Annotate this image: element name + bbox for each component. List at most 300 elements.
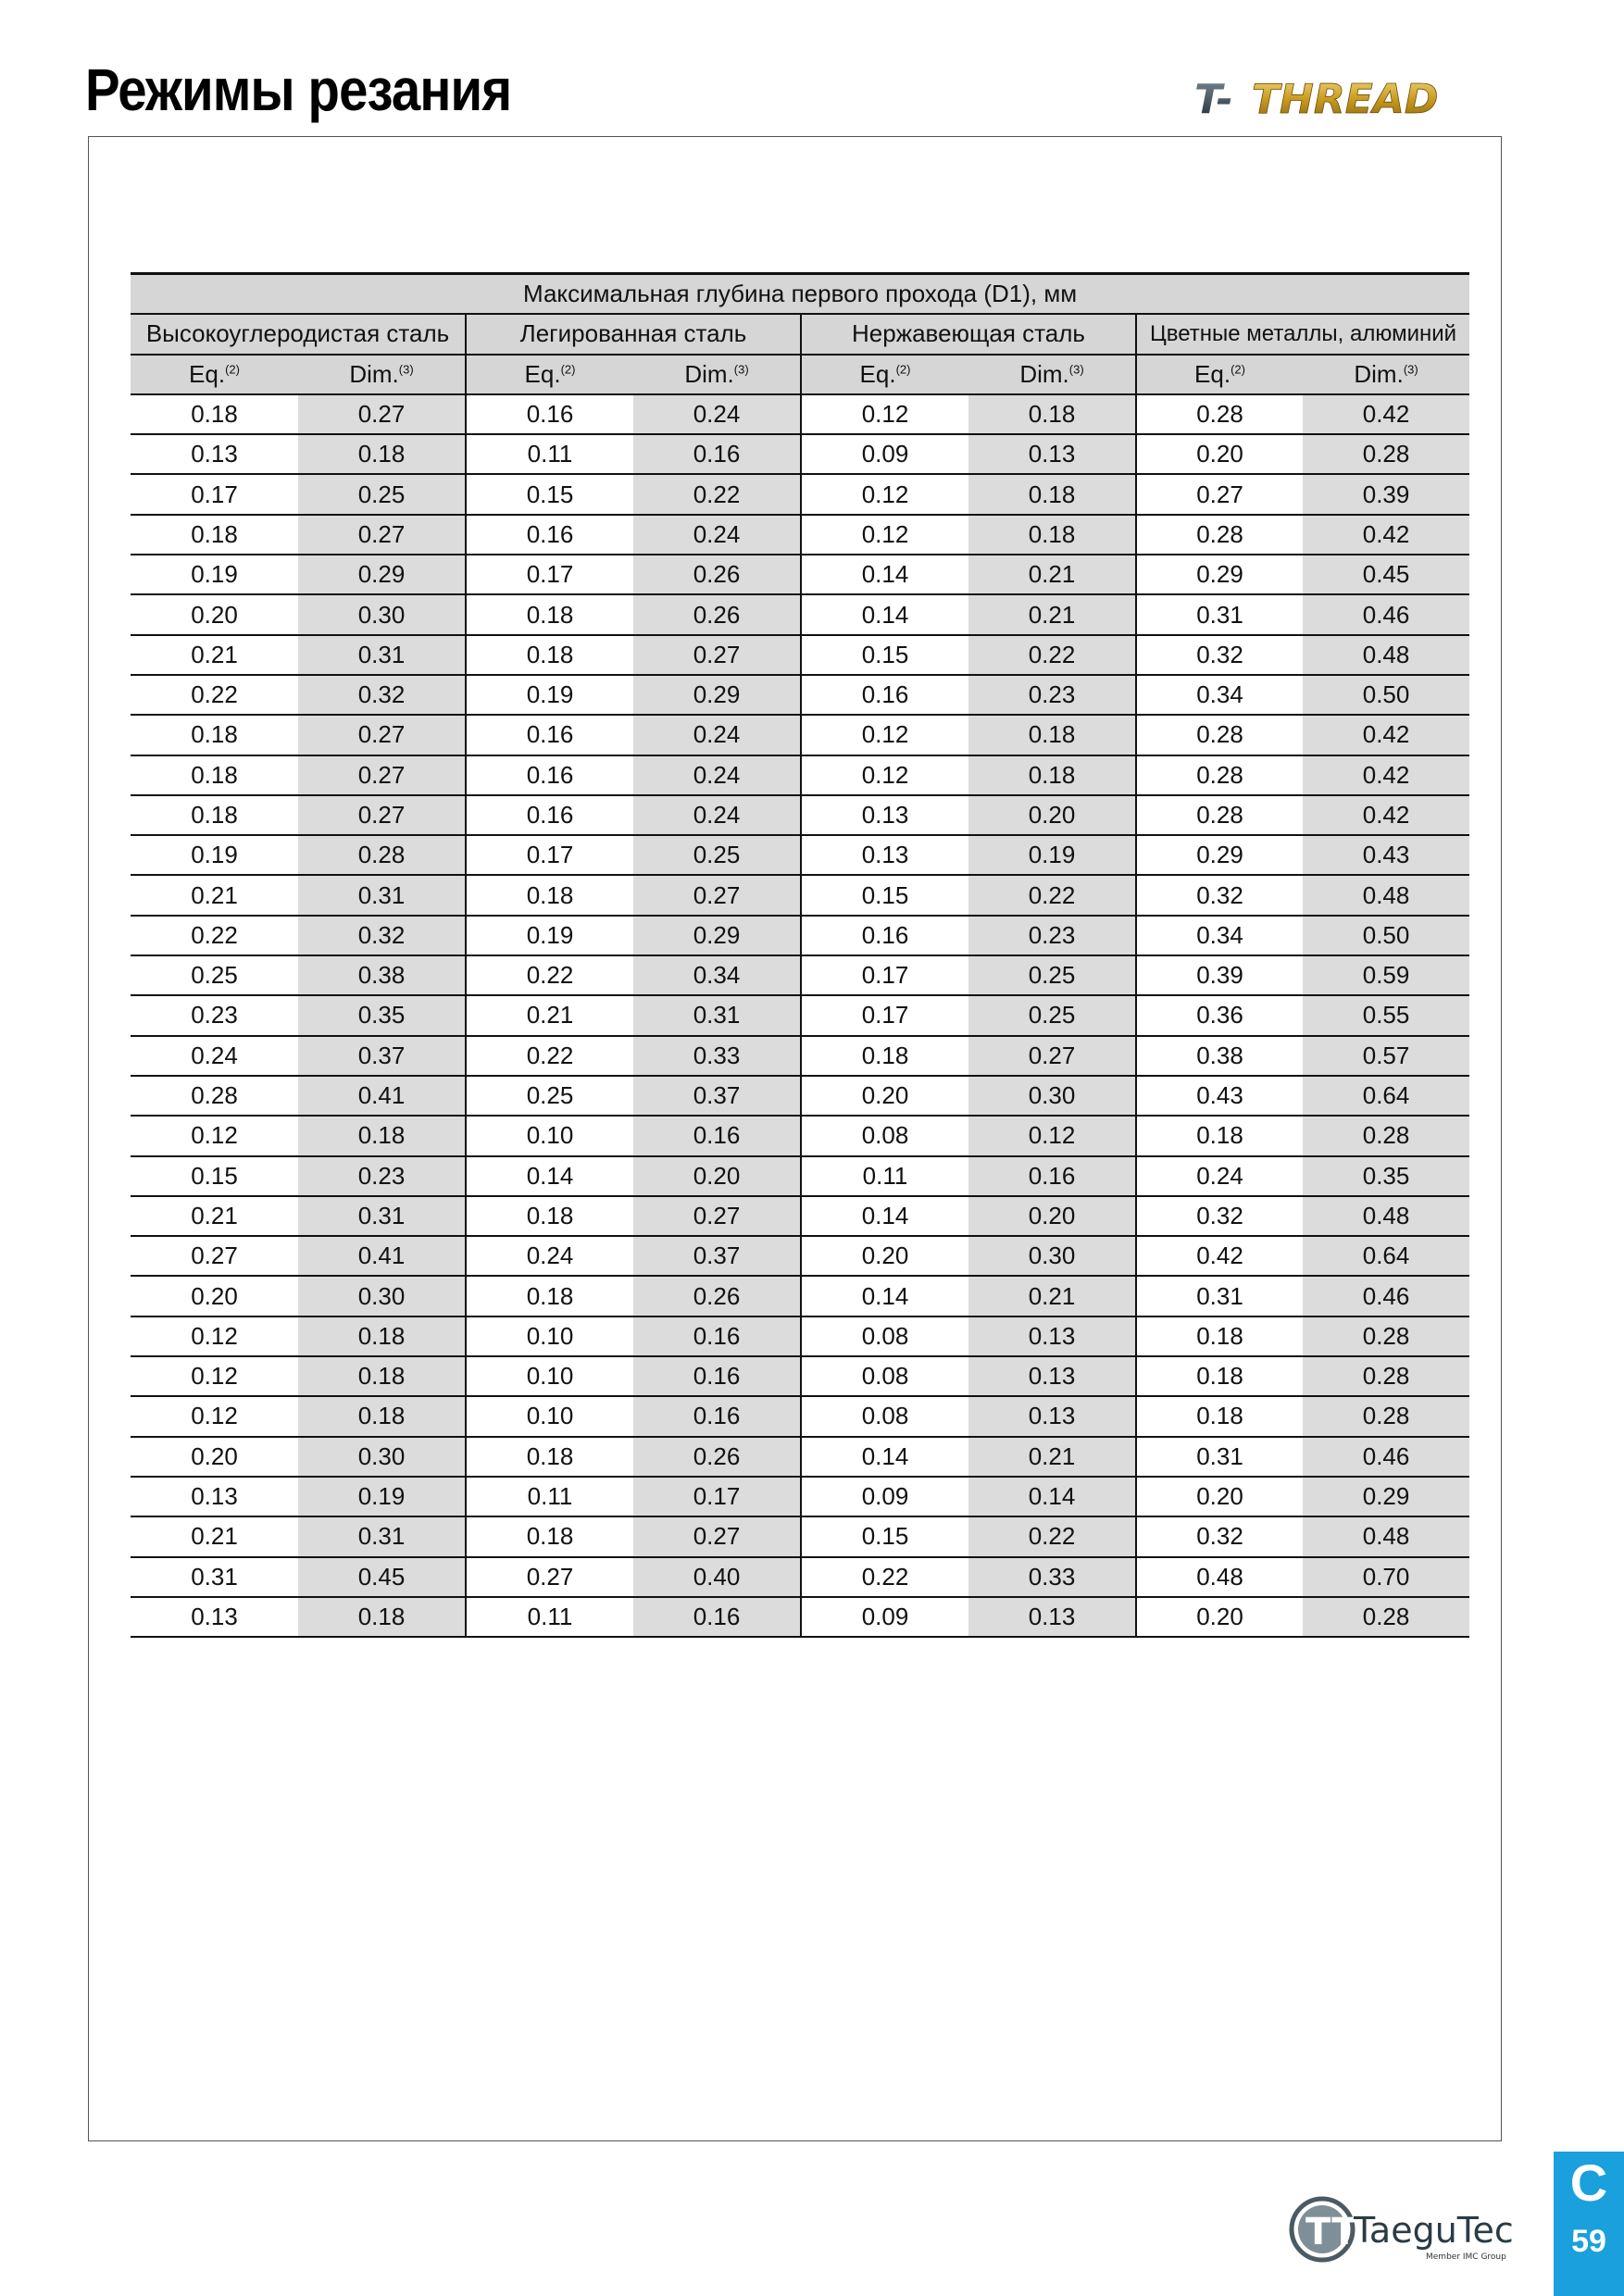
section-tab: [1554, 2152, 1624, 2296]
eq-cell: 0.12: [801, 515, 968, 555]
eq-cell: 0.09: [801, 1597, 968, 1637]
dim-cell: 0.33: [968, 1557, 1136, 1597]
table-row: [131, 955, 1469, 995]
group-header-carbon-steel: Высокоуглеродистая сталь: [131, 314, 466, 354]
table-row: [131, 795, 1469, 835]
eq-cell: 0.12: [131, 1396, 298, 1436]
dim-cell: 0.50: [1303, 916, 1469, 955]
sub-header-eq: Eq.$^{(2)}$: [801, 355, 968, 394]
eq-cell: 0.20: [1136, 1597, 1303, 1637]
table-row: [131, 1516, 1469, 1556]
eq-cell: 0.15: [801, 875, 968, 915]
dim-cell: 0.22: [968, 875, 1136, 915]
eq-cell: 0.15: [801, 1516, 968, 1556]
dim-cell: 0.25: [968, 995, 1136, 1035]
eq-cell: 0.31: [1136, 1276, 1303, 1316]
eq-cell: 0.21: [131, 875, 298, 915]
eq-cell: 0.25: [466, 1076, 633, 1116]
group-header-alloy-steel: Легированная сталь: [466, 314, 801, 354]
t-thread-logo: [1194, 74, 1509, 125]
eq-cell: 0.19: [131, 835, 298, 875]
dim-cell: 0.20: [968, 795, 1136, 835]
t-thread-logo-text: THREAD: [1252, 76, 1439, 120]
eq-cell: 0.10: [466, 1116, 633, 1155]
dim-cell: 0.30: [298, 1276, 466, 1316]
dim-cell: 0.18: [968, 474, 1136, 514]
dim-cell: 0.13: [968, 1356, 1136, 1396]
dim-cell: 0.42: [1303, 394, 1469, 434]
dim-cell: 0.26: [633, 1276, 801, 1316]
dim-cell: 0.43: [1303, 835, 1469, 875]
eq-cell: 0.16: [466, 755, 633, 795]
eq-cell: 0.11: [466, 1597, 633, 1637]
dim-cell: 0.28: [1303, 434, 1469, 474]
eq-cell: 0.12: [131, 1316, 298, 1356]
eq-cell: 0.20: [801, 1076, 968, 1116]
eq-cell: 0.21: [131, 635, 298, 675]
eq-cell: 0.21: [466, 995, 633, 1035]
sub-header-dim: Dim.$^{(3)}$: [968, 355, 1136, 394]
dim-cell: 0.31: [298, 875, 466, 915]
eq-cell: 0.31: [131, 1557, 298, 1597]
eq-cell: 0.29: [1136, 555, 1303, 594]
eq-cell: 0.18: [466, 1437, 633, 1477]
eq-cell: 0.12: [801, 394, 968, 434]
table-row: [131, 1156, 1469, 1196]
dim-cell: 0.13: [968, 1396, 1136, 1436]
eq-cell: 0.20: [801, 1236, 968, 1276]
eq-cell: 0.31: [1136, 594, 1303, 634]
dim-cell: 0.29: [1303, 1477, 1469, 1516]
dim-cell: 0.19: [968, 835, 1136, 875]
dim-cell: 0.39: [1303, 474, 1469, 514]
eq-cell: 0.15: [466, 474, 633, 514]
sub-header-eq: Eq.$^{(2)}$: [1136, 355, 1303, 394]
dim-cell: 0.28: [1303, 1396, 1469, 1436]
eq-cell: 0.22: [466, 955, 633, 995]
dim-cell: 0.35: [1303, 1156, 1469, 1196]
eq-cell: 0.18: [466, 1276, 633, 1316]
dim-cell: 0.41: [298, 1236, 466, 1276]
table-row: [131, 434, 1469, 474]
dim-cell: 0.16: [633, 434, 801, 474]
dim-cell: 0.28: [1303, 1597, 1469, 1637]
dim-cell: 0.16: [633, 1316, 801, 1356]
eq-cell: 0.14: [801, 1196, 968, 1236]
table-row: [131, 675, 1469, 715]
eq-cell: 0.12: [801, 715, 968, 755]
eq-cell: 0.48: [1136, 1557, 1303, 1597]
eq-cell: 0.12: [131, 1116, 298, 1155]
dim-cell: 0.16: [633, 1396, 801, 1436]
eq-cell: 0.24: [466, 1236, 633, 1276]
dim-cell: 0.22: [633, 474, 801, 514]
table-row: [131, 555, 1469, 594]
dim-cell: 0.27: [298, 394, 466, 434]
dim-cell: 0.48: [1303, 1196, 1469, 1236]
eq-cell: 0.12: [801, 755, 968, 795]
dim-cell: 0.37: [633, 1236, 801, 1276]
dim-cell: 0.18: [298, 1316, 466, 1356]
eq-cell: 0.09: [801, 434, 968, 474]
dim-cell: 0.24: [633, 755, 801, 795]
page-title: Режимы резания: [85, 56, 512, 123]
dim-cell: 0.41: [298, 1076, 466, 1116]
table-row: [131, 1356, 1469, 1396]
dim-cell: 0.64: [1303, 1076, 1469, 1116]
eq-cell: 0.32: [1136, 635, 1303, 675]
table-row: [131, 635, 1469, 675]
eq-cell: 0.20: [131, 1276, 298, 1316]
eq-cell: 0.13: [131, 1597, 298, 1637]
dim-cell: 0.31: [633, 995, 801, 1035]
dim-cell: 0.21: [968, 555, 1136, 594]
eq-cell: 0.18: [466, 594, 633, 634]
dim-cell: 0.21: [968, 1276, 1136, 1316]
table-row: [131, 1036, 1469, 1076]
sub-header-eq: Eq.$^{(2)}$: [131, 355, 298, 394]
dim-cell: 0.18: [298, 1116, 466, 1155]
sub-header-dim: Dim.$^{(3)}$: [1303, 355, 1469, 394]
table-row: [131, 1076, 1469, 1116]
dim-cell: 0.27: [633, 635, 801, 675]
dim-cell: 0.27: [633, 1516, 801, 1556]
dim-cell: 0.18: [298, 434, 466, 474]
eq-cell: 0.22: [131, 916, 298, 955]
eq-cell: 0.17: [466, 555, 633, 594]
table-row: [131, 515, 1469, 555]
t-thread-logo-mark: T-: [1194, 76, 1233, 120]
eq-cell: 0.13: [801, 835, 968, 875]
eq-cell: 0.16: [466, 715, 633, 755]
dim-cell: 0.21: [968, 594, 1136, 634]
eq-cell: 0.14: [466, 1156, 633, 1196]
dim-cell: 0.57: [1303, 1036, 1469, 1076]
table-row: [131, 1597, 1469, 1637]
eq-cell: 0.23: [131, 995, 298, 1035]
dim-cell: 0.27: [633, 1196, 801, 1236]
eq-cell: 0.21: [131, 1516, 298, 1556]
eq-cell: 0.17: [801, 995, 968, 1035]
table-row: [131, 715, 1469, 755]
eq-cell: 0.08: [801, 1116, 968, 1155]
dim-cell: 0.18: [298, 1356, 466, 1396]
eq-cell: 0.18: [466, 875, 633, 915]
eq-cell: 0.09: [801, 1477, 968, 1516]
dim-cell: 0.28: [1303, 1356, 1469, 1396]
group-header-nonferrous: Цветные металлы, алюминий: [1136, 314, 1469, 354]
dim-cell: 0.12: [968, 1116, 1136, 1155]
eq-cell: 0.10: [466, 1356, 633, 1396]
sub-header-dim: Dim.$^{(3)}$: [298, 355, 466, 394]
eq-cell: 0.18: [801, 1036, 968, 1076]
dim-cell: 0.13: [968, 434, 1136, 474]
dim-cell: 0.22: [968, 1516, 1136, 1556]
eq-cell: 0.08: [801, 1316, 968, 1356]
dim-cell: 0.48: [1303, 1516, 1469, 1556]
dim-cell: 0.27: [968, 1036, 1136, 1076]
dim-cell: 0.42: [1303, 515, 1469, 555]
eq-cell: 0.18: [131, 394, 298, 434]
dim-cell: 0.28: [1303, 1116, 1469, 1155]
dim-cell: 0.42: [1303, 715, 1469, 755]
dim-cell: 0.16: [968, 1156, 1136, 1196]
eq-cell: 0.24: [131, 1036, 298, 1076]
eq-cell: 0.14: [801, 1437, 968, 1477]
eq-cell: 0.18: [1136, 1316, 1303, 1356]
dim-cell: 0.46: [1303, 1276, 1469, 1316]
dim-cell: 0.16: [633, 1356, 801, 1396]
eq-cell: 0.20: [1136, 434, 1303, 474]
dim-cell: 0.29: [633, 916, 801, 955]
dim-cell: 0.30: [298, 594, 466, 634]
dim-cell: 0.27: [298, 715, 466, 755]
eq-cell: 0.15: [801, 635, 968, 675]
dim-cell: 0.18: [968, 755, 1136, 795]
dim-cell: 0.26: [633, 555, 801, 594]
eq-cell: 0.29: [1136, 835, 1303, 875]
eq-cell: 0.16: [801, 675, 968, 715]
taegutec-logo-tagline: Member IMC Group: [1426, 2252, 1506, 2262]
eq-cell: 0.16: [466, 795, 633, 835]
eq-cell: 0.10: [466, 1396, 633, 1436]
eq-cell: 0.18: [466, 635, 633, 675]
dim-cell: 0.30: [968, 1236, 1136, 1276]
dim-cell: 0.21: [968, 1437, 1136, 1477]
eq-cell: 0.20: [1136, 1477, 1303, 1516]
dim-cell: 0.24: [633, 515, 801, 555]
group-header-stainless-steel: Нержавеющая сталь: [801, 314, 1136, 354]
dim-cell: 0.37: [633, 1076, 801, 1116]
eq-cell: 0.16: [466, 394, 633, 434]
eq-cell: 0.11: [801, 1156, 968, 1196]
dim-cell: 0.16: [633, 1597, 801, 1637]
eq-cell: 0.13: [801, 795, 968, 835]
dim-cell: 0.59: [1303, 955, 1469, 995]
dim-cell: 0.29: [298, 555, 466, 594]
sub-header-dim: Dim.$^{(3)}$: [633, 355, 801, 394]
dim-cell: 0.16: [633, 1116, 801, 1155]
dim-cell: 0.27: [298, 755, 466, 795]
eq-cell: 0.28: [1136, 394, 1303, 434]
eq-cell: 0.18: [1136, 1116, 1303, 1155]
table-caption: Максимальная глубина первого прохода (D1), мм: [131, 274, 1469, 315]
eq-cell: 0.17: [131, 474, 298, 514]
dim-cell: 0.55: [1303, 995, 1469, 1035]
sub-header-eq: Eq.$^{(2)}$: [466, 355, 633, 394]
eq-cell: 0.28: [131, 1076, 298, 1116]
dim-cell: 0.48: [1303, 635, 1469, 675]
eq-cell: 0.38: [1136, 1036, 1303, 1076]
eq-cell: 0.13: [131, 434, 298, 474]
eq-cell: 0.17: [801, 955, 968, 995]
dim-cell: 0.31: [298, 1516, 466, 1556]
eq-cell: 0.18: [466, 1516, 633, 1556]
eq-cell: 0.27: [466, 1557, 633, 1597]
taegutec-logo-text: TaeguTec: [1354, 2210, 1514, 2251]
dim-cell: 0.24: [633, 795, 801, 835]
eq-cell: 0.18: [131, 715, 298, 755]
dim-cell: 0.42: [1303, 795, 1469, 835]
sub-header-row: [131, 355, 1469, 394]
eq-cell: 0.11: [466, 434, 633, 474]
eq-cell: 0.22: [801, 1557, 968, 1597]
table-row: [131, 1477, 1469, 1516]
eq-cell: 0.22: [466, 1036, 633, 1076]
eq-cell: 0.19: [466, 916, 633, 955]
eq-cell: 0.14: [801, 555, 968, 594]
dim-cell: 0.18: [298, 1597, 466, 1637]
dim-cell: 0.19: [298, 1477, 466, 1516]
taegutec-logo-tt: TT: [1305, 2211, 1357, 2253]
table-row: [131, 1557, 1469, 1597]
eq-cell: 0.28: [1136, 715, 1303, 755]
dim-cell: 0.29: [633, 675, 801, 715]
dim-cell: 0.13: [968, 1597, 1136, 1637]
dim-cell: 0.26: [633, 1437, 801, 1477]
table-row: [131, 1236, 1469, 1276]
dim-cell: 0.26: [633, 594, 801, 634]
eq-cell: 0.18: [466, 1196, 633, 1236]
eq-cell: 0.28: [1136, 755, 1303, 795]
table-body: [131, 394, 1469, 1637]
eq-cell: 0.32: [1136, 1196, 1303, 1236]
section-letter: C: [1569, 2153, 1608, 2212]
eq-cell: 0.10: [466, 1316, 633, 1356]
dim-cell: 0.31: [298, 1196, 466, 1236]
dim-cell: 0.32: [298, 916, 466, 955]
eq-cell: 0.14: [801, 1276, 968, 1316]
eq-cell: 0.32: [1136, 1516, 1303, 1556]
dim-cell: 0.28: [298, 835, 466, 875]
dim-cell: 0.70: [1303, 1557, 1469, 1597]
dim-cell: 0.17: [633, 1477, 801, 1516]
dim-cell: 0.27: [633, 875, 801, 915]
cutting-depth-table: [131, 272, 1469, 1638]
table-row: [131, 1316, 1469, 1356]
eq-cell: 0.15: [131, 1156, 298, 1196]
eq-cell: 0.27: [131, 1236, 298, 1276]
dim-cell: 0.33: [633, 1036, 801, 1076]
eq-cell: 0.21: [131, 1196, 298, 1236]
eq-cell: 0.22: [131, 675, 298, 715]
eq-cell: 0.27: [1136, 474, 1303, 514]
dim-cell: 0.18: [968, 715, 1136, 755]
dim-cell: 0.30: [968, 1076, 1136, 1116]
eq-cell: 0.39: [1136, 955, 1303, 995]
table-row: [131, 995, 1469, 1035]
eq-cell: 0.17: [466, 835, 633, 875]
table-row: [131, 594, 1469, 634]
eq-cell: 0.18: [131, 795, 298, 835]
dim-cell: 0.23: [968, 916, 1136, 955]
eq-cell: 0.08: [801, 1396, 968, 1436]
table-row: [131, 1116, 1469, 1155]
eq-cell: 0.28: [1136, 515, 1303, 555]
dim-cell: 0.18: [968, 394, 1136, 434]
table-row: [131, 1276, 1469, 1316]
eq-cell: 0.20: [131, 594, 298, 634]
eq-cell: 0.18: [1136, 1396, 1303, 1436]
eq-cell: 0.18: [131, 515, 298, 555]
dim-cell: 0.13: [968, 1316, 1136, 1356]
dim-cell: 0.46: [1303, 1437, 1469, 1477]
dim-cell: 0.32: [298, 675, 466, 715]
eq-cell: 0.08: [801, 1356, 968, 1396]
eq-cell: 0.16: [801, 916, 968, 955]
dim-cell: 0.18: [968, 515, 1136, 555]
dim-cell: 0.34: [633, 955, 801, 995]
dim-cell: 0.30: [298, 1437, 466, 1477]
eq-cell: 0.34: [1136, 675, 1303, 715]
eq-cell: 0.18: [131, 755, 298, 795]
taegutec-logo: [1287, 2187, 1537, 2275]
eq-cell: 0.13: [131, 1477, 298, 1516]
dim-cell: 0.27: [298, 515, 466, 555]
eq-cell: 0.24: [1136, 1156, 1303, 1196]
eq-cell: 0.25: [131, 955, 298, 995]
eq-cell: 0.34: [1136, 916, 1303, 955]
eq-cell: 0.19: [131, 555, 298, 594]
dim-cell: 0.14: [968, 1477, 1136, 1516]
dim-cell: 0.25: [633, 835, 801, 875]
dim-cell: 0.40: [633, 1557, 801, 1597]
page-number: 59: [1571, 2224, 1606, 2259]
eq-cell: 0.42: [1136, 1236, 1303, 1276]
table-row: [131, 1196, 1469, 1236]
dim-cell: 0.25: [298, 474, 466, 514]
eq-cell: 0.16: [466, 515, 633, 555]
dim-cell: 0.38: [298, 955, 466, 995]
dim-cell: 0.24: [633, 715, 801, 755]
dim-cell: 0.28: [1303, 1316, 1469, 1356]
dim-cell: 0.35: [298, 995, 466, 1035]
dim-cell: 0.31: [298, 635, 466, 675]
table-row: [131, 875, 1469, 915]
table-row: [131, 394, 1469, 434]
dim-cell: 0.22: [968, 635, 1136, 675]
dim-cell: 0.20: [633, 1156, 801, 1196]
dim-cell: 0.50: [1303, 675, 1469, 715]
dim-cell: 0.45: [298, 1557, 466, 1597]
table-row: [131, 916, 1469, 955]
dim-cell: 0.42: [1303, 755, 1469, 795]
dim-cell: 0.23: [968, 675, 1136, 715]
eq-cell: 0.28: [1136, 795, 1303, 835]
dim-cell: 0.24: [633, 394, 801, 434]
dim-cell: 0.23: [298, 1156, 466, 1196]
table-row: [131, 1396, 1469, 1436]
dim-cell: 0.37: [298, 1036, 466, 1076]
eq-cell: 0.12: [131, 1356, 298, 1396]
dim-cell: 0.25: [968, 955, 1136, 995]
eq-cell: 0.19: [466, 675, 633, 715]
eq-cell: 0.31: [1136, 1437, 1303, 1477]
dim-cell: 0.20: [968, 1196, 1136, 1236]
dim-cell: 0.27: [298, 795, 466, 835]
table-row: [131, 474, 1469, 514]
table-row: [131, 835, 1469, 875]
dim-cell: 0.64: [1303, 1236, 1469, 1276]
dim-cell: 0.46: [1303, 594, 1469, 634]
dim-cell: 0.18: [298, 1396, 466, 1436]
eq-cell: 0.20: [131, 1437, 298, 1477]
eq-cell: 0.11: [466, 1477, 633, 1516]
dim-cell: 0.45: [1303, 555, 1469, 594]
eq-cell: 0.36: [1136, 995, 1303, 1035]
eq-cell: 0.32: [1136, 875, 1303, 915]
table-row: [131, 755, 1469, 795]
